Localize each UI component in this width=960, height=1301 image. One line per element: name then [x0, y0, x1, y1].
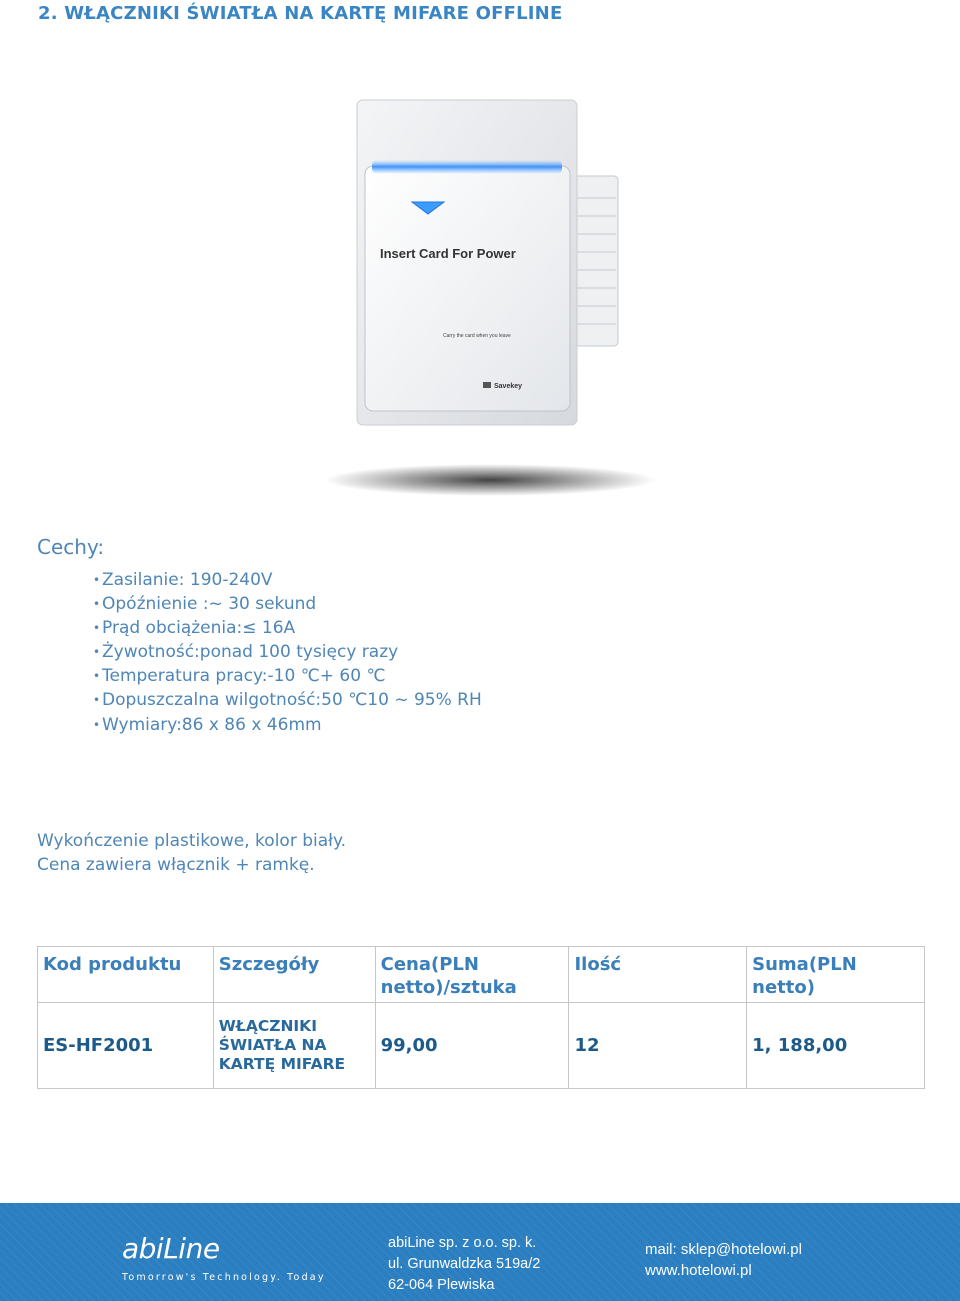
note-line-finish: Wykończenie plastikowe, kolor biały.: [37, 831, 347, 851]
list-item: • Temperatura pracy:-10 ℃+ 60 ℃: [93, 666, 386, 687]
header-price: Cena(PLN netto)/sztuka: [375, 947, 569, 1003]
list-item: • Dopuszczalna wilgotność:50 ℃10 ~ 95% RH: [93, 690, 482, 711]
product-image: [320, 88, 660, 508]
company-contact: [645, 1239, 802, 1281]
features-list: [93, 568, 482, 737]
table-row: [38, 1003, 925, 1089]
device-brand: Savekey: [494, 383, 523, 390]
note-line-price: Cena zawiera włącznik + ramkę.: [37, 855, 315, 875]
company-street: ul. Grunwaldzka 519a/2: [388, 1256, 541, 1272]
footer: [0, 1203, 960, 1301]
company-logo: [122, 1233, 326, 1283]
list-item: • Zasilanie: 190-240V: [93, 570, 273, 590]
list-item: • Żywotność:ponad 100 tysięcy razy: [93, 642, 399, 663]
table-header-row: [38, 947, 925, 1003]
company-city: 62-064 Plewiska: [388, 1277, 495, 1293]
header-details: Szczegóły: [213, 947, 375, 1003]
list-item: • Prąd obciążenia:≤ 16A: [93, 618, 296, 639]
cell-sum: 1, 188,00: [747, 1003, 925, 1089]
list-item: • Wymiary:86 x 86 x 46mm: [93, 714, 322, 735]
header-qty: Ilość: [569, 947, 747, 1003]
header-code: Kod produktu: [38, 947, 214, 1003]
features-heading: Cechy:: [37, 535, 105, 559]
company-address: [388, 1233, 540, 1296]
logo-name: abiLine: [122, 1232, 220, 1265]
cell-code: ES-HF2001: [38, 1003, 214, 1089]
price-table: [37, 946, 925, 1089]
cell-details: WŁĄCZNIKI ŚWIATŁA NA KARTĘ MIFARE: [213, 1003, 375, 1089]
list-item: • Opóźnienie :~ 30 sekund: [93, 594, 317, 615]
contact-website[interactable]: www.hotelowi.pl: [645, 1262, 752, 1279]
cell-price: 99,00: [375, 1003, 569, 1089]
logo-tagline: Tomorrow's Technology. Today: [122, 1272, 326, 1283]
cell-qty: 12: [569, 1003, 747, 1089]
device-label: Insert Card For Power: [380, 246, 516, 261]
company-name: abiLine sp. z o.o. sp. k.: [388, 1235, 537, 1251]
brand-icon: [483, 382, 491, 388]
product-note: [37, 829, 346, 877]
contact-email[interactable]: mail: sklep@hotelowi.pl: [645, 1241, 802, 1258]
section-title: 2. WŁĄCZNIKI ŚWIATŁA NA KARTĘ MIFARE OFFLINE: [38, 3, 563, 24]
header-sum: Suma(PLN netto): [747, 947, 925, 1003]
device-small-label: Carry the card when you leave: [443, 333, 511, 339]
